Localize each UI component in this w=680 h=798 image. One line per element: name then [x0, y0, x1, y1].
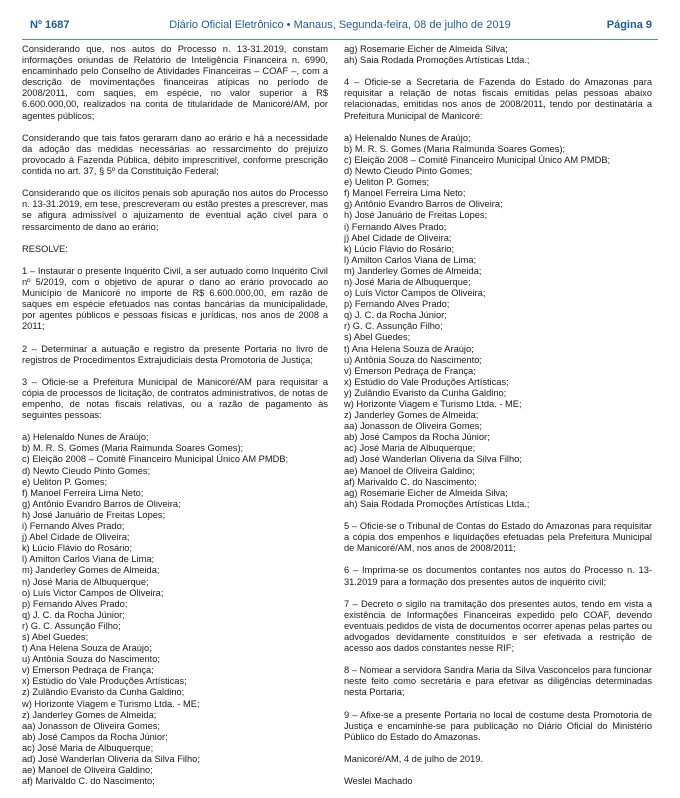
list-item: e) Ueliton P. Gomes; — [22, 476, 108, 487]
list-item: o) Luís Victor Campos de Oliveira; — [22, 587, 164, 598]
list-item: ae) Manoel de Oliveira Galdino; — [344, 465, 475, 476]
list-item: b) M. R. S. Gomes (Maria Raimunda Soares Gomes); — [22, 443, 244, 454]
item-3-list-continuation — [344, 44, 652, 66]
list-item: t) Ana Helena Souza de Araújo; — [344, 343, 474, 354]
list-item: ad) José Wanderlan Oliveria da Silva Filho; — [344, 454, 522, 465]
list-item: t) Ana Helena Souza de Araújo; — [22, 643, 152, 654]
page-number: Página 9 — [606, 19, 652, 31]
list-item: n) José Maria de Albuquerque; — [22, 576, 149, 587]
list-item: y) Zulândio Evaristo da Cunha Galdino; — [344, 387, 507, 398]
list-item: p) Fernando Alves Prado; — [344, 299, 450, 310]
resolution-item-8: 8 – Nomear a servidora Sandra Maria da Silva Vasconcelos para funcionar neste feito como secretária e para efetivar as diligências determinadas nesta Portaria; — [344, 665, 652, 698]
list-item: q) J. C. da Rocha Júnior; — [344, 310, 447, 321]
resolution-item-2: 2 – Determinar a autuação e registro da presente Portaria no livro de registros de Procedimentos Extrajudiciais desta Promotoria de Justiça; — [22, 343, 328, 365]
considering-paragraph-3: Considerando que os ilícitos penais sob apuração nos autos do Processo n. 13-31.2019, em tese, prescreveram ou estão prestes a prescrever, mas se afigura admissível o ajuizamento de eventual ação cível para o ressarcimento de dano ao erário; — [22, 188, 328, 232]
list-item: q) J. C. da Rocha Júnior; — [22, 609, 125, 620]
list-item: i) Fernando Alves Prado; — [344, 221, 447, 232]
list-item: a) Helenaldo Nunes de Araújo; — [22, 432, 149, 443]
list-item: j) Abel Cidade de Oliveira; — [22, 532, 130, 543]
list-item: c) Eleição 2008 – Comitê Financeiro Municipal Único AM PMDB; — [22, 454, 289, 465]
list-item: ac) José Maria de Albuquerque; — [344, 443, 476, 454]
resolution-item-1: 1 – Instaurar o presente Inquérito Civil, a ser autuado como Inquérito Civil nº 5/2019, com o objetivo de apurar o dano ao erário provocado ao Município de Manicoré no importe de R$ 6.600.000,00, em razão de saques em espécie efetuados nas contas bancárias da municipalidade, por agentes públicos e pessoas físicas e jurídicas, nos anos de 2008 a 2011; — [22, 265, 328, 332]
considering-paragraph-1: Considerando que, nos autos do Processo n. 13-31.2019, constam informações oriundas de Relatório de Inteligência Financeira n. 6990, encaminhado pelo Conselho de Atividades Financeiras – COAF –, com a descrição de movimentações financeiras atípicas no período de 2008/2011, com saques, em espécie, no valor superior a R$ 6.600.000,00, realizados na conta de titularidade de Manicoré/AM, por agentes públicos; — [22, 44, 328, 121]
list-item: r) G. C. Assunção Filho; — [22, 620, 121, 631]
list-item: k) Lúcio Flávio do Rosário; — [344, 243, 455, 254]
list-item: ae) Manoel de Oliveira Galdino; — [22, 765, 153, 776]
left-column — [22, 44, 328, 798]
list-item: f) Manoel Ferreira Lima Neto; — [344, 188, 466, 199]
list-item: d) Newto Cieudo Pinto Gomes; — [344, 166, 473, 177]
right-column — [344, 44, 652, 787]
list-item: p) Fernando Alves Prado; — [22, 598, 128, 609]
list-item: z) Janderley Gomes de Almeida; — [22, 709, 157, 720]
list-item: d) Newto Cieudo Pinto Gomes; — [22, 465, 151, 476]
resolution-item-3: 3 – Oficie-se a Prefeitura Municipal de Manicoré/AM para requisitar a cópia de processos de licitação, de contratos administrativos, de notas de empenho, de notas fiscais relativas, ou a razão de pagamento às seguintes pessoas: — [22, 376, 328, 421]
list-item: r) G. C. Assunção Filho; — [344, 321, 443, 332]
list-item: u) Antônia Souza do Nascimento; — [344, 354, 482, 365]
list-item: a) Helenaldo Nunes de Araújo; — [344, 132, 471, 143]
list-item: v) Emerson Pedraça de França; — [344, 365, 476, 376]
list-item: z) Zulândio Evaristo da Cunha Galdino; — [22, 687, 185, 698]
page-header — [22, 15, 658, 40]
list-item: aa) Jonasson de Oliveira Gomes; — [344, 421, 482, 432]
list-item: g) Antônio Evandro Barros de Oliveira; — [344, 199, 503, 210]
list-item: b) M. R. S. Gomes (Maria Raimunda Soares Gomes); — [344, 143, 566, 154]
publication-title: Diário Oficial Eletrônico • Manaus, Segunda-feira, 08 de julho de 2019 — [169, 19, 511, 31]
list-item: l) Amilton Carlos Viana de Lima; — [22, 554, 155, 565]
resolution-item-9: 9 – Afixe-se a presente Portaria no local de costume desta Promotoria de Justiça e encaminhe-se para publicação no Diário Oficial do Ministério Público do Estado do Amazonas. — [344, 709, 652, 742]
list-item: aa) Jonasson de Oliveira Gomes; — [22, 720, 160, 731]
resolution-item-7: 7 – Decreto o sigilo na tramitação dos presentes autos, tendo em vista a existência de Informações Financeiras expedido pelo COAF, devendo eventuais pedidos de vista de documentos ocorrer apenas pelas partes ou advogados devidamente constituídos e ser efetivada a restrição de acesso aos dados constantes nesse RIF; — [344, 598, 652, 654]
list-item: af) Marivaldo C. do Nascimento; — [22, 776, 155, 787]
resolution-item-5: 5 – Oficie-se o Tribunal de Contas do Estado do Amazonas para requisitar a cópia dos empenhos e liquidações efetuadas pela Prefeitura Municipal de Manicoré/AM, nos anos de 2008/2011; — [344, 521, 652, 554]
item-4-recipient-list — [344, 133, 652, 510]
list-item: ag) Rosemarie Eicher de Almeida Silva; — [344, 487, 508, 498]
list-item: w) Horizonte Viagem e Turismo Ltda. - ME; — [22, 698, 200, 709]
list-item: l) Amilton Carlos Viana de Lima; — [344, 254, 477, 265]
list-item: h) José Januário de Freitas Lopes; — [344, 210, 488, 221]
list-item: u) Antônia Souza do Nascimento; — [22, 654, 160, 665]
list-item: s) Abel Guedes; — [344, 332, 411, 343]
list-item: w) Horizonte Viagem e Turismo Ltda. - ME; — [344, 399, 522, 409]
list-item: ad) José Wanderlan Oliveria da Silva Filho; — [22, 754, 200, 764]
list-item: o) Luís Victor Campos de Oliveira; — [344, 288, 486, 299]
list-item: n) José Maria de Albuquerque; — [344, 276, 471, 287]
list-item: ah) Saia Rodada Promoções Artísticas Ltda.; — [344, 55, 530, 66]
item-3-recipient-list — [22, 432, 328, 787]
list-item: ag) Rosemarie Eicher de Almeida Silva; — [344, 44, 508, 54]
list-item: z) Janderley Gomes de Almeida; — [344, 410, 479, 421]
list-item: ah) Saia Rodada Promoções Artísticas Ltda.; — [344, 498, 530, 509]
list-item: h) José Januário de Freitas Lopes; — [22, 509, 166, 520]
list-item: k) Lúcio Flávio do Rosário; — [22, 543, 133, 554]
list-item: ab) José Campos da Rocha Júnior; — [22, 731, 168, 742]
list-item: s) Abel Guedes; — [22, 631, 89, 642]
list-item: v) Emerson Pedraça de França; — [22, 665, 154, 676]
resolve-heading: RESOLVE: — [22, 243, 68, 254]
list-item: e) Ueliton P. Gomes; — [344, 177, 430, 188]
resolution-item-6: 6 – Imprima-se os documentos contantes nos autos do Processo n. 13-31.2019 para a formação dos presentes autos de inquérito civil; — [344, 565, 652, 587]
list-item: c) Eleição 2008 – Comitê Financeiro Municipal Único AM PMDB; — [344, 154, 611, 165]
list-item: g) Antônio Evandro Barros de Oliveira; — [22, 498, 181, 509]
issue-number: Nº 1687 — [30, 19, 70, 31]
list-item: x) Estúdio do Vale Produções Artísticas; — [22, 676, 187, 687]
list-item: ac) José Maria de Albuquerque; — [22, 742, 154, 753]
list-item: m) Janderley Gomes de Almeida; — [344, 265, 482, 276]
list-item: ab) José Campos da Rocha Júnior; — [344, 432, 490, 443]
list-item: f) Manoel Ferreira Lima Neto; — [22, 487, 144, 498]
list-item: i) Fernando Alves Prado; — [22, 521, 125, 532]
place-and-date: Manicoré/AM, 4 de julho de 2019. — [344, 754, 484, 764]
list-item: x) Estúdio do Vale Produções Artísticas; — [344, 376, 509, 387]
list-item: m) Janderley Gomes de Almeida; — [22, 565, 160, 576]
list-item: af) Marivaldo C. do Nascimento; — [344, 476, 477, 487]
list-item: j) Abel Cidade de Oliveira; — [344, 232, 452, 243]
resolution-item-4: 4 – Oficie-se a Secretaria de Fazenda do Estado do Amazonas para requisitar a relação de notas fiscais emitidas pelas pessoas abaixo relacionadas, emitidas nos anos de 2008/2011, tendo por destinatária a Prefeitura Municipal de Manicoré: — [344, 77, 652, 121]
considering-paragraph-2: Considerando que tais fatos geraram dano ao erário e há a necessidade da adoção das medidas necessárias ao ressarcimento do prejuízo provocado à Fazenda Pública, débito imprescritível, conforme prescrição contida no art. 37, § 5º da Constituição Federal; — [22, 132, 328, 177]
signatory-name: Weslei Machado — [344, 776, 413, 787]
